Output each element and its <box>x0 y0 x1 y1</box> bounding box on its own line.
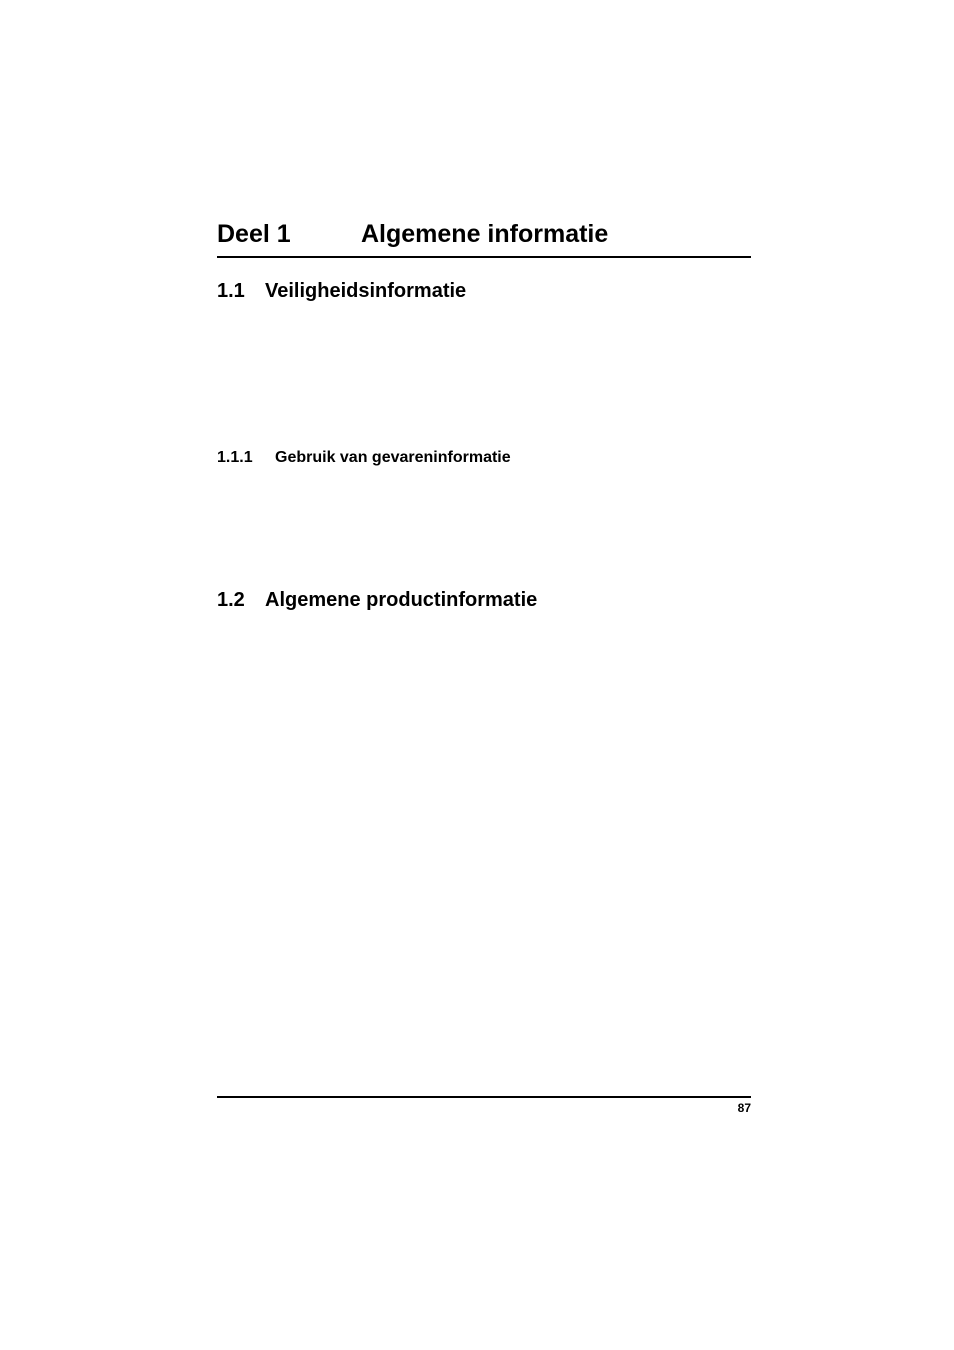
section-heading-safety <box>217 278 466 304</box>
subsection-heading-hazard-info <box>217 448 511 468</box>
chapter-heading <box>217 218 751 258</box>
chapter-title: Algemene informatie <box>361 220 609 248</box>
section-title: Algemene productinformatie <box>265 589 538 611</box>
footer-divider <box>217 1096 751 1098</box>
chapter-number: Deel 1 <box>217 220 291 248</box>
section-number: 1.1 <box>217 280 245 302</box>
page-number: 87 <box>737 1101 751 1115</box>
subsection-title: Gebruik van gevareninformatie <box>275 449 511 466</box>
subsection-number: 1.1.1 <box>217 449 253 466</box>
section-heading-product-info <box>217 587 537 613</box>
section-number: 1.2 <box>217 589 245 611</box>
section-title: Veiligheidsinformatie <box>265 280 467 302</box>
